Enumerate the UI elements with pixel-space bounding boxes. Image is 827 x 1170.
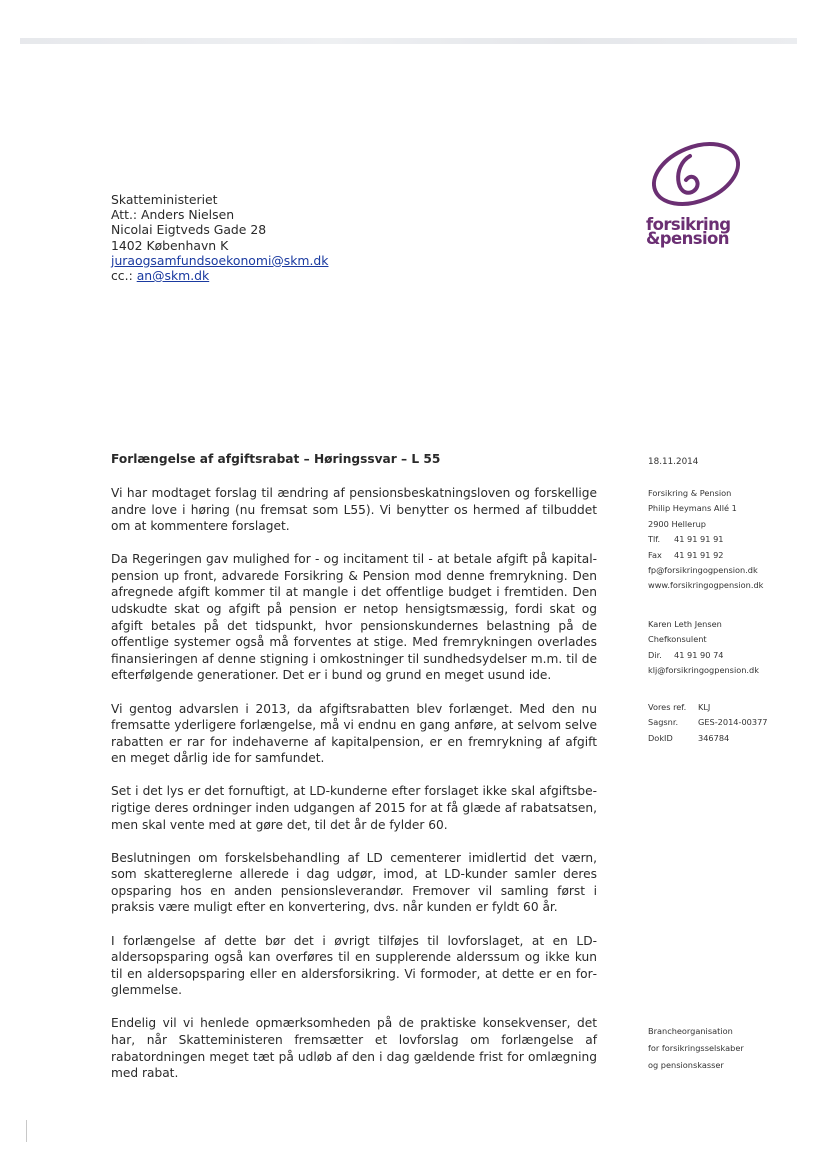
doc-id-label: DokID <box>648 732 673 743</box>
sender-website: www.forsikringogpension.dk <box>648 580 764 591</box>
footer-line: og pensionskasser <box>648 1060 724 1070</box>
cc-email-link[interactable]: an@skm.dk <box>136 268 210 284</box>
letter-body <box>111 485 597 1082</box>
recipient-name: Skatteministeriet <box>111 192 218 207</box>
sender-info <box>648 486 763 594</box>
recipient-city: 1402 København K <box>111 237 229 253</box>
footer-tagline <box>648 1023 744 1074</box>
doc-id-value: 346784 <box>698 732 730 743</box>
recipient-address <box>111 192 328 283</box>
direct-label: Dir. <box>648 649 662 660</box>
scan-artifact <box>20 38 797 44</box>
case-number-label: Sagsnr. <box>648 717 679 728</box>
logo-line-2: &pension <box>646 229 729 248</box>
sender-email: fp@forsikringogpension.dk <box>648 565 758 576</box>
footer-line: for forsikringsselskaber <box>648 1043 744 1053</box>
logo-line-1: forsikring <box>646 215 731 234</box>
sender-city: 2900 Hellerup <box>648 518 706 529</box>
sender-org: Forsikring & Pension <box>648 488 732 498</box>
company-logo <box>646 136 756 256</box>
contact-email: klj@forsikringogpension.dk <box>648 665 759 676</box>
recipient-street: Nicolai Eigtveds Gade 28 <box>111 222 267 238</box>
recipient-email-link[interactable]: juraogsamfundsoekonomi@skm.dk <box>111 252 329 268</box>
contact-info <box>648 617 759 679</box>
paragraph: Vi gentog advarslen i 2013, da afgiftsrabatten blev forlænget. Med den nu fremsatte yderligere forlængelse, må vi endnu en gang anføre, at selvom selve rabatten er rar for indehaverne af kapitalpension, er en fremrykning af afgift en meget dårlig ide for samfundet. <box>111 701 597 766</box>
phone-value: 41 91 91 91 <box>674 534 724 545</box>
paragraph: Endelig vil vi henlede opmærksomheden på de praktiske konsekvenser, det har, når Skatteministeren fremsætter et lovforslag om forlængelse af rabatordningen meget tæt på udløb af den i dag gældende frist for omlægning med rabat. <box>111 1016 597 1081</box>
paragraph: Da Regeringen gav mulighed for - og incitament til - at betale afgift på kapitalpension up front, advarede Forsikring & Pension mod denne fremrykning. Den afregnede afgift kommer til at mangle i det offentlige budget i fremtiden. Den udskudte skat og afgift på pension er netop hensigtsmæssig, fordi skat og afgift betales på det tidspunkt, hvor pensionskundernes belastning på de offentlige systemer også må forventes at stige. Med fremrykningen overlades finansieringen af denne stigning i omkostninger til sundhedsydelser m.m. til de efterfølgende generationer. Det er i bund og grund en meget usund ide. <box>111 552 597 683</box>
logo-wordmark <box>646 215 752 248</box>
footer-line: Brancheorganisation <box>648 1026 733 1036</box>
paragraph: Vi har modtaget forslag til ændring af pensionsbeskatningsloven og forskellige andre love i høring (nu fremsat som L55). Vi benytter os hermed af tilbuddet om at kommentere forslaget. <box>111 486 597 534</box>
fax-value: 41 91 91 92 <box>674 549 724 560</box>
sender-street: Philip Heymans Allé 1 <box>648 503 737 514</box>
fax-label: Fax <box>648 549 662 560</box>
letter-date: 18.11.2014 <box>648 457 699 467</box>
case-number-value: GES-2014-00377 <box>698 717 768 728</box>
direct-value: 41 91 90 74 <box>674 649 724 660</box>
cc-label: cc.: <box>111 268 137 284</box>
paragraph: I forlængelse af dette bør det i øvrigt tilføjes til lovforslaget, at en LD-aldersopsparing også kan overføres til en supplerende alderssum og ikke kun til en aldersopsparing eller en aldersforsikring. Vi formoder, at dette er en forglemmelse. <box>111 933 597 998</box>
contact-title: Chefkonsulent <box>648 634 707 645</box>
recipient-attention: Att.: Anders Nielsen <box>111 207 235 223</box>
our-ref-value: KLJ <box>698 702 711 712</box>
contact-name: Karen Leth Jensen <box>648 619 722 629</box>
reference-info <box>648 700 768 746</box>
scan-mark <box>26 1120 27 1142</box>
letter-subject: Forlængelse af afgiftsrabat – Høringssvar – L 55 <box>111 452 441 466</box>
paragraph: Set i det lys er det fornuftigt, at LD-kunderne efter forslaget ikke skal afgiftsberigtige deres ordninger inden udgangen af 2015 for at få glæde af rabatsatsen, men skal vente med at gøre det, til det år de fylder 60. <box>111 784 597 832</box>
our-ref-label: Vores ref. <box>648 702 687 712</box>
logo-swirl-icon <box>646 136 746 208</box>
phone-label: Tlf. <box>648 534 661 545</box>
paragraph: Beslutningen om forskelsbehandling af LD cementerer imidlertid det værn, som skattereglerne allerede i dag udgør, imod, at LD-kunder samler deres opsparing hos en anden pensionsleverandør. Fremover vil samling først i praksis være muligt efter en konvertering, dvs. når kunden er fyldt 60 år. <box>111 850 597 915</box>
